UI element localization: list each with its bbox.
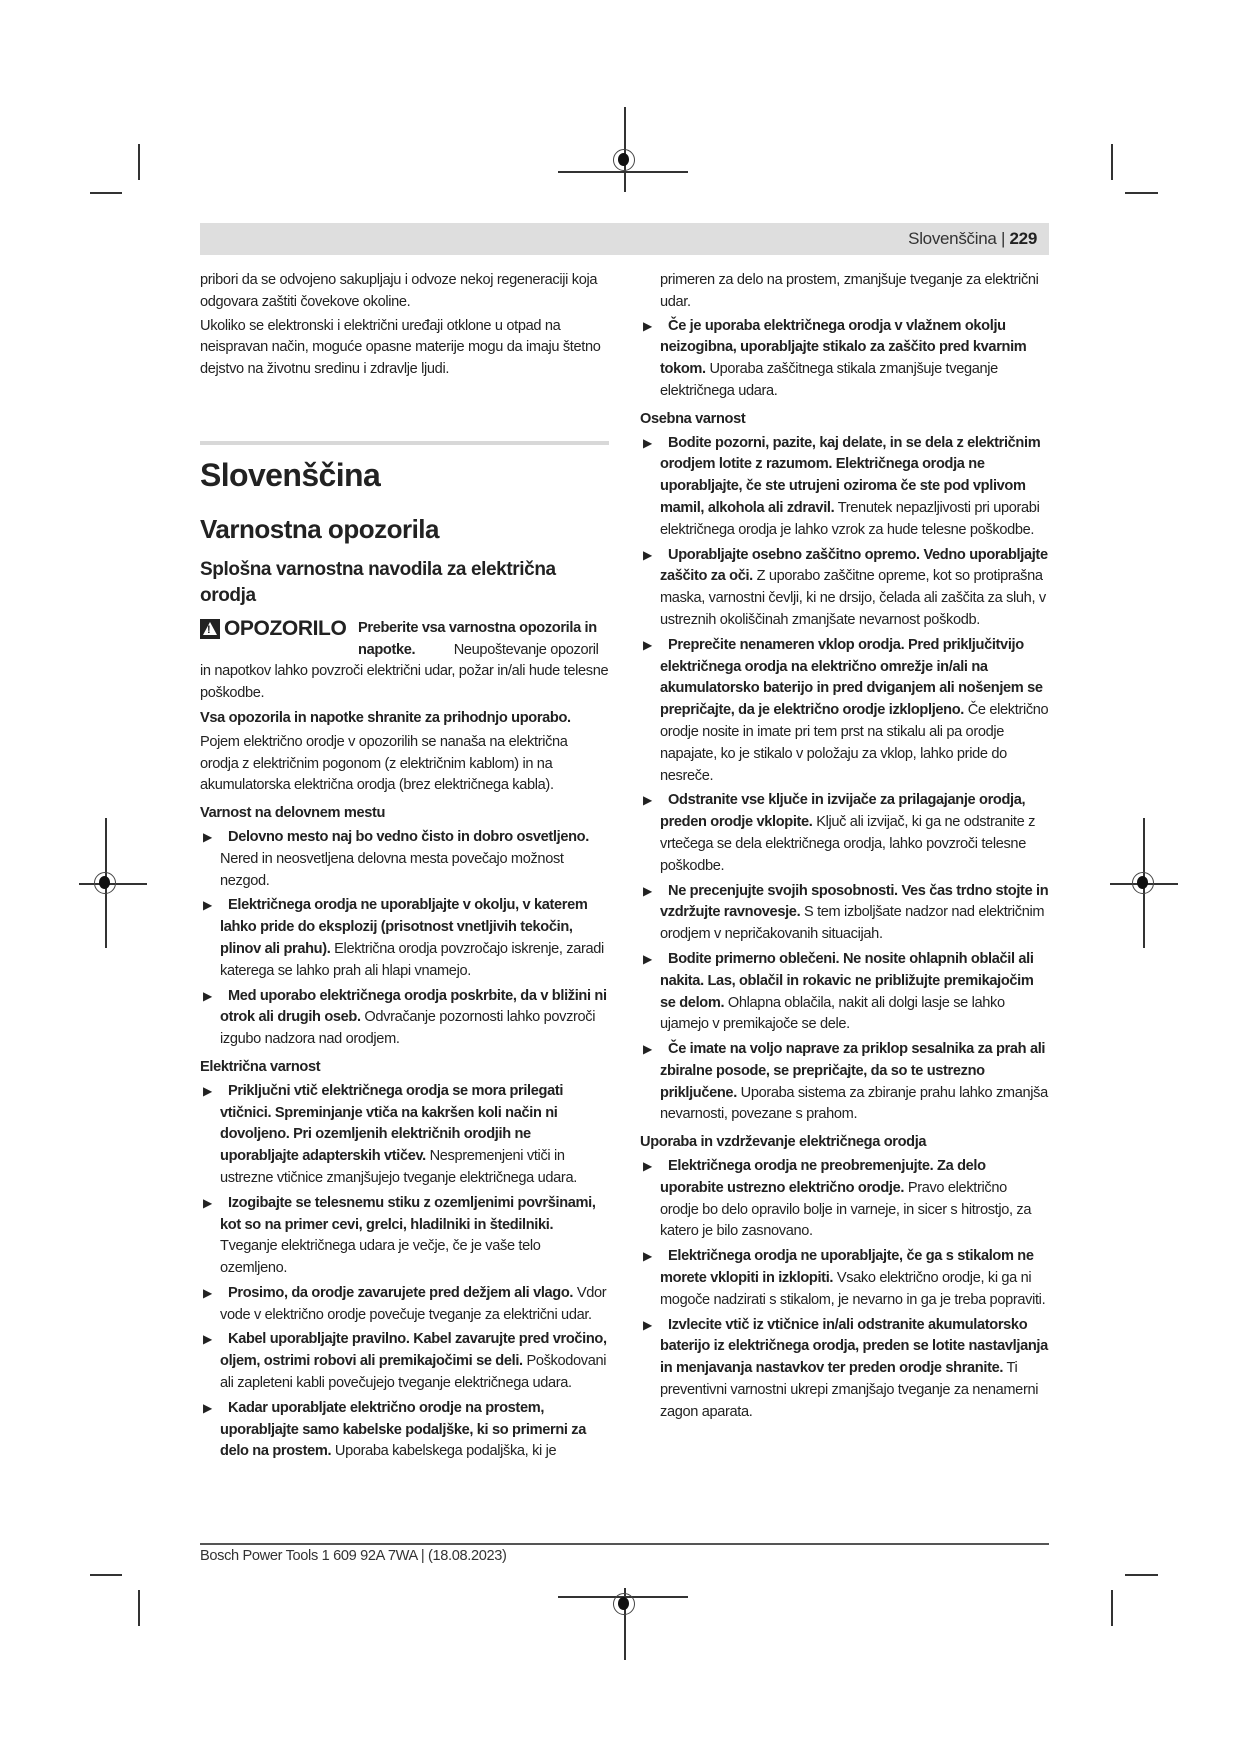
bullet-arrow-icon: ▶ bbox=[203, 1083, 212, 1098]
body-text: Tveganje električnega udara je večje, če je vaše telo ozemljeno. bbox=[220, 1238, 541, 1277]
paragraph bbox=[640, 270, 1049, 314]
header-section: Slovenščina bbox=[908, 229, 997, 248]
subheading: Varnost na delovnem mestu bbox=[200, 805, 386, 822]
registration-target-icon bbox=[94, 872, 116, 894]
section-heading: Splošna varnostna navodila za električna orodja bbox=[200, 558, 556, 606]
header-text bbox=[908, 229, 1037, 249]
bullet-arrow-icon: ▶ bbox=[203, 898, 212, 913]
bold-text: Uporabljajte osebno zaščitno opremo. Vedno uporabljajte zaščito za oči. bbox=[660, 546, 1048, 585]
body-text: Pravo električno orodje bo delo opravilo bolje in varneje, in sicer s hitrostjo, za katero je bilo zasnovano. bbox=[660, 1179, 1032, 1240]
bold-text: Prosimo, da orodje zavarujete pred dežjem ali vlago. bbox=[228, 1284, 574, 1301]
bold-text: Ne precenjujte svojih sposobnosti. Ves čas trdno stojte in vzdržujte ravnovesje. bbox=[660, 882, 1049, 921]
bold-text: Električnega orodja ne uporabljajte v okolju, v katerem lahko pride do eksplozij (prisotnost vnetljivih tekočin, plinov ali prahu). bbox=[220, 897, 588, 957]
subheading: Osebna varnost bbox=[640, 410, 746, 427]
body-text: Ti preventivni varnostni ukrepi zmanjšajo tveganje za nenamerni zagon aparata. bbox=[660, 1360, 1039, 1420]
bullet-arrow-icon: ▶ bbox=[643, 883, 652, 898]
warning-text: Neupoštevanje opozoril in napotkov lahko povzroči električni udar, požar in/ali hude telesne poškodbe. bbox=[200, 641, 609, 702]
bold-text: Električnega orodja ne uporabljajte, če ga s stikalom ne morete vklopiti in izklopiti. bbox=[660, 1248, 1034, 1287]
bullet-item bbox=[640, 1156, 1049, 1243]
body-text: Vdor vode v električno orodje povečuje tveganje za električni udar. bbox=[220, 1284, 607, 1323]
bold-text: Med uporabo električnega orodja poskrbite, da v bližini ni otrok ali drugih oseb. bbox=[220, 987, 607, 1026]
bullet-arrow-icon: ▶ bbox=[203, 988, 212, 1003]
registration-target-icon bbox=[613, 149, 635, 171]
subheading: Uporaba in vzdrževanje električnega orodja bbox=[640, 1134, 927, 1151]
body-text: Nered in neosvetljena delovna mesta povečajo možnost nezgod. bbox=[220, 850, 564, 889]
bullet-arrow-icon: ▶ bbox=[643, 1159, 652, 1174]
bullet-item bbox=[640, 1315, 1049, 1424]
body-text: Ohlapna oblačila, nakit ali dolgi lasje se lahko ujamejo v premikajoče se dele. bbox=[660, 994, 1005, 1033]
bullet-arrow-icon: ▶ bbox=[643, 547, 652, 562]
page-number: 229 bbox=[1009, 229, 1037, 248]
left-column bbox=[200, 270, 609, 1466]
bullet-item bbox=[640, 316, 1049, 403]
bold-text: Priključni vtič električnega orodja se mora prilegati vtičnici. Spreminjanje vtiča na kakršen koli način ni dovoljeno. Pri ozemljenih električnih orodjih ne uporabljajte adapterskih vtičev. bbox=[220, 1082, 564, 1165]
warning-triangle-icon bbox=[200, 619, 220, 639]
body-text: Pojem električno orodje v opozorilih se nanaša na električna orodja z električnim pogonom (z električnim kablom) in na akumulatorska električna orodja (brez električnega kabla). bbox=[200, 733, 568, 794]
body-text: Poškodovani ali zapleteni kabli povečujejo tveganje električnega udara. bbox=[220, 1353, 607, 1392]
body-text: Nespremenjeni vtiči in ustrezne vtičnice zmanjšujejo tveganje električnega udara. bbox=[220, 1148, 577, 1186]
body-text: Z uporabo zaščitne opreme, kot so protiprašna maska, varnostni čevlji, ki ne drsijo, čelada ali zaščita za sluh, v ustreznih okoliščinah zmanjšate nevarnost poškodb. bbox=[660, 568, 1046, 628]
body-text: Ukoliko se elektronski i električni uređaji otklone u otpad na neispravan način, moguće opasne materije mogu da imaju štetno dejstvo na životnu sredinu i zdravlje ljudi. bbox=[200, 317, 601, 378]
bullet-arrow-icon: ▶ bbox=[643, 793, 652, 808]
bullet-item bbox=[640, 433, 1049, 542]
bullet-arrow-icon: ▶ bbox=[203, 1332, 212, 1347]
page-header bbox=[200, 223, 1049, 255]
bullet-arrow-icon: ▶ bbox=[203, 829, 212, 844]
section-title: Slovenščina bbox=[200, 456, 381, 493]
body-text: primeren za delo na prostem, zmanjšuje tveganje za električni udar. bbox=[660, 272, 1039, 310]
bullet-item bbox=[640, 881, 1049, 946]
paragraph bbox=[200, 732, 609, 797]
footer-text: Bosch Power Tools 1 609 92A 7WA | (18.08.2023) bbox=[200, 1548, 507, 1564]
bullet-item bbox=[640, 790, 1049, 877]
body-text: Električna orodja povzročajo iskrenje, zaradi katerega se lahko prah ali hlapi vnamejo. bbox=[220, 940, 604, 979]
bold-text: Če je uporaba električnega orodja v vlažnem okolju neizogibna, uporabljajte stikalo za zaščito pred kvarnim tokom. bbox=[660, 317, 1027, 378]
bold-text: Električnega orodja ne preobremenjujte. Za delo uporabite ustrezno električno orodje. bbox=[660, 1158, 986, 1196]
bullet-item bbox=[640, 1246, 1049, 1311]
bullet-item bbox=[200, 1398, 609, 1463]
warning-text-wrap bbox=[200, 640, 609, 705]
bullet-item bbox=[640, 635, 1049, 788]
bold-text: Odstranite vse ključe in izvijače za prilagajanje orodja, preden orodje vklopite. bbox=[660, 792, 1026, 831]
section-divider bbox=[200, 441, 609, 445]
bullet-arrow-icon: ▶ bbox=[643, 1317, 652, 1332]
footer-divider bbox=[200, 1543, 1049, 1545]
body-text: Odvračanje pozornosti lahko povzroči izgubo nadzora nad orodjem. bbox=[220, 1009, 596, 1048]
right-column bbox=[640, 270, 1049, 1427]
paragraph bbox=[200, 708, 609, 730]
bold-text: Preprečite nenameren vklop orodja. Pred priključitvijo električnega orodja na električno omrežje in/ali na akumulatorsko baterijo in pred dviganjem ali nošenjem se prepričajte, da je električno orodje izklopljeno. bbox=[660, 636, 1043, 719]
bullet-arrow-icon: ▶ bbox=[643, 637, 652, 652]
bullet-arrow-icon: ▶ bbox=[643, 1042, 652, 1057]
bold-text: Če imate na voljo naprave za priklop sesalnika za prah ali zbiralne posode, se prepričajte, da so te ustrezno priključene. bbox=[660, 1041, 1046, 1101]
header-separator: | bbox=[1000, 229, 1006, 248]
paragraph bbox=[200, 316, 609, 381]
body-text: pribori da se odvojeno sakupljaju i odvoze nekoj regeneraciji koja odgovara zaštiti čovekove okoline. bbox=[200, 272, 598, 310]
bold-text: Kadar uporabljate električno orodje na prostem, uporabljajte samo kabelske podaljške, ki so primerni za delo na prostem. bbox=[220, 1399, 587, 1460]
bullet-arrow-icon: ▶ bbox=[203, 1285, 212, 1300]
bold-text: Bodite primerno oblečeni. Ne nosite ohlapnih oblačil ali nakita. Las, oblačil in rokavic ne približujte premikajočim se delom. bbox=[660, 950, 1034, 1011]
bullet-item bbox=[200, 827, 609, 892]
bullet-item bbox=[200, 1081, 609, 1190]
bullet-item bbox=[200, 895, 609, 982]
subheading: Električna varnost bbox=[200, 1058, 321, 1075]
paragraph bbox=[200, 270, 609, 314]
body-text: Uporaba sistema za zbiranje prahu lahko zmanjša nevarnosti, povezane s prahom. bbox=[660, 1084, 1048, 1123]
bold-text: Delovno mesto naj bo vedno čisto in dobro osvetljeno. bbox=[228, 828, 589, 845]
bold-text: Bodite pozorni, pazite, kaj delate, in se dela z električnim orodjem lotite z razumom. Električnega orodja ne uporabljajte, če ste utrujeni oziroma če ste pod vplivom mamil, alkohola ali zdravil. bbox=[660, 434, 1041, 516]
bullet-item bbox=[640, 1039, 1049, 1126]
body-text: Vsako električno orodje, ki ga ni mogoče nadzirati s stikalom, je nevarno in ga je treba popraviti. bbox=[660, 1270, 1046, 1308]
warning-label bbox=[200, 617, 358, 641]
bullet-item bbox=[200, 1283, 609, 1327]
registration-target-icon bbox=[1132, 872, 1154, 894]
section-subtitle: Varnostna opozorila bbox=[200, 513, 439, 544]
body-text: Uporaba zaščitnega stikala zmanjšuje tveganje električnega udara. bbox=[660, 361, 998, 399]
bold-text: Izogibajte se telesnemu stiku z ozemljenimi površinami, kot so na primer cevi, grelci, hladilniki in štedilniki. bbox=[220, 1194, 596, 1233]
bullet-item bbox=[640, 545, 1049, 632]
bullet-item bbox=[200, 1193, 609, 1280]
body-text: Trenutek nepazljivosti pri uporabi električnega orodja je lahko vzrok za hude telesne poškodbe. bbox=[660, 499, 1040, 538]
registration-target-icon bbox=[613, 1593, 635, 1615]
bullet-item bbox=[200, 986, 609, 1051]
bold-text: Vsa opozorila in napotke shranite za prihodnjo uporabo. bbox=[200, 709, 571, 726]
body-text: Uporaba kabelskega podaljška, ki je bbox=[331, 1443, 557, 1460]
bullet-arrow-icon: ▶ bbox=[203, 1400, 212, 1415]
bullet-item bbox=[200, 1329, 609, 1394]
bold-text: Izvlecite vtič iz vtičnice in/ali odstranite akumulatorsko baterijo iz električnega orodja, preden se lotite nastavljanja in menjavanja nastavkov ter preden orodje shranite. bbox=[660, 1316, 1048, 1377]
bullet-arrow-icon: ▶ bbox=[643, 318, 652, 333]
bullet-arrow-icon: ▶ bbox=[643, 951, 652, 966]
body-text: Ključ ali izvijač, ki ga ne odstranite z vrtečega se dela električnega orodja, lahko povzroči telesne poškodbe. bbox=[660, 814, 1036, 874]
bullet-arrow-icon: ▶ bbox=[643, 1249, 652, 1264]
warning-label-text: OPOZORILO bbox=[224, 616, 347, 640]
bullet-arrow-icon: ▶ bbox=[203, 1195, 212, 1210]
warning-bold: Preberite vsa varnostna opozorila in napotke. bbox=[358, 619, 597, 658]
bullet-arrow-icon: ▶ bbox=[643, 435, 652, 450]
bold-text: Kabel uporabljajte pravilno. Kabel zavarujte pred vročino, oljem, ostrimi robovi ali premikajočimi se deli. bbox=[220, 1331, 607, 1370]
body-text: Če električno orodje nosite in imate pri tem prst na stikalu ali pa orodje napajate, ko je stikalo v položaju za vklop, lahko pride do nesreče. bbox=[660, 702, 1049, 784]
body-text: S tem izboljšate nadzor nad električnim orodjem v nepričakovanih situacijah. bbox=[660, 904, 1045, 943]
bullet-item bbox=[640, 949, 1049, 1036]
